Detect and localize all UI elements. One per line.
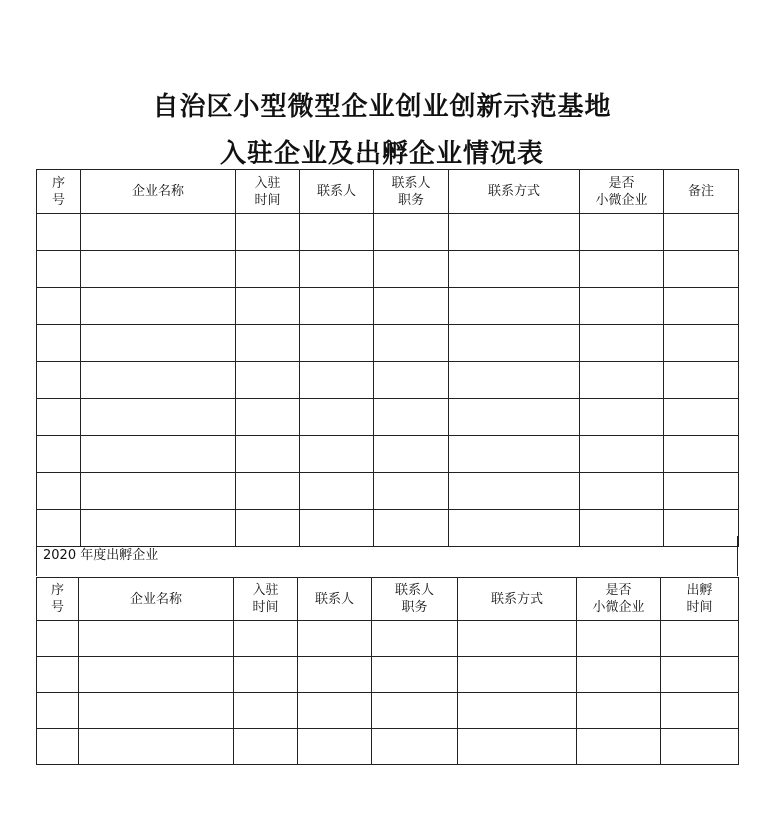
table-row [37,729,739,765]
table-cell[interactable] [37,693,79,729]
header-contact-person: 联系人 [298,578,372,621]
table-cell[interactable] [374,325,449,362]
table-cell[interactable] [661,693,739,729]
header-company-name: 企业名称 [79,578,234,621]
table-cell[interactable] [580,214,664,251]
header-company-name: 企业名称 [81,170,236,214]
table-cell[interactable] [664,325,739,362]
table-cell[interactable] [580,288,664,325]
table-row [37,621,739,657]
table-cell[interactable] [236,399,300,436]
header-remarks: 备注 [664,170,739,214]
exited-enterprises-table [36,577,739,765]
table-cell[interactable] [37,214,81,251]
table-cell[interactable] [81,399,236,436]
table-cell[interactable] [664,473,739,510]
table-cell[interactable] [234,657,298,693]
table-cell[interactable] [298,729,372,765]
table-row [37,251,739,288]
table-cell[interactable] [372,729,458,765]
table-cell[interactable] [374,362,449,399]
table-cell[interactable] [234,729,298,765]
table-cell[interactable] [580,251,664,288]
table-cell[interactable] [37,251,81,288]
table-cell[interactable] [374,288,449,325]
table-cell[interactable] [577,729,661,765]
table-cell[interactable] [37,621,79,657]
table-cell[interactable] [37,325,81,362]
table-cell[interactable] [79,729,234,765]
table-cell[interactable] [236,251,300,288]
table-cell[interactable] [300,288,374,325]
table-cell[interactable] [234,621,298,657]
table-cell[interactable] [372,657,458,693]
header-entry-time: 入驻 时间 [234,578,298,621]
table-cell[interactable] [234,693,298,729]
table-cell[interactable] [81,214,236,251]
table-row [37,399,739,436]
table-cell[interactable] [449,288,580,325]
header-contact-position: 联系人 职务 [374,170,449,214]
table-row [37,693,739,729]
table-cell[interactable] [236,288,300,325]
table-cell[interactable] [458,621,577,657]
table-cell[interactable] [580,399,664,436]
table-cell[interactable] [236,325,300,362]
table-cell[interactable] [300,399,374,436]
table-cell[interactable] [300,436,374,473]
table-cell[interactable] [661,621,739,657]
table2-header-row [37,578,739,621]
header-contact-position: 联系人 职务 [372,578,458,621]
table-cell[interactable] [37,288,81,325]
table-row [37,288,739,325]
table-cell[interactable] [580,325,664,362]
table-row [37,657,739,693]
table-cell[interactable] [236,362,300,399]
table-cell[interactable] [300,325,374,362]
table-cell[interactable] [374,251,449,288]
header-entry-time: 入驻 时间 [236,170,300,214]
table-cell[interactable] [79,693,234,729]
table-cell[interactable] [374,399,449,436]
table-cell[interactable] [580,473,664,510]
table-cell[interactable] [298,693,372,729]
table-cell[interactable] [664,214,739,251]
header-serial-number: 序 号 [37,170,81,214]
table-cell[interactable] [81,288,236,325]
table-cell[interactable] [79,657,234,693]
table-cell[interactable] [37,473,81,510]
table-row [37,214,739,251]
table-cell[interactable] [449,436,580,473]
table-cell[interactable] [374,473,449,510]
table-cell[interactable] [37,436,81,473]
table-cell[interactable] [449,251,580,288]
table-cell[interactable] [577,693,661,729]
table-cell[interactable] [458,657,577,693]
header-serial-number: 序 号 [37,578,79,621]
header-exit-time: 出孵 时间 [661,578,739,621]
header-contact-info: 联系方式 [449,170,580,214]
table-cell[interactable] [372,621,458,657]
table-cell[interactable] [300,251,374,288]
table-cell[interactable] [577,657,661,693]
table-row [37,436,739,473]
header-is-small-micro: 是否 小微企业 [577,578,661,621]
document-title-line1: 自治区小型微型企业创业创新示范基地 [152,92,612,122]
table-cell[interactable] [372,693,458,729]
table-cell[interactable] [661,729,739,765]
incubation-exit-section-title: 2020 年度出孵企业 [36,536,738,576]
table-cell[interactable] [236,214,300,251]
table-cell[interactable] [664,362,739,399]
table-row [37,362,739,399]
table-cell[interactable] [664,399,739,436]
table-cell[interactable] [300,214,374,251]
table-row [37,473,739,510]
table-cell[interactable] [81,473,236,510]
table-cell[interactable] [664,436,739,473]
table-cell[interactable] [81,436,236,473]
table-cell[interactable] [664,288,739,325]
table-cell[interactable] [300,362,374,399]
table-row [37,325,739,362]
table-cell[interactable] [298,657,372,693]
table-cell[interactable] [81,325,236,362]
table-cell[interactable] [37,362,81,399]
header-contact-person: 联系人 [300,170,374,214]
table-cell[interactable] [449,473,580,510]
table-cell[interactable] [580,362,664,399]
table-cell[interactable] [374,214,449,251]
table-cell[interactable] [300,473,374,510]
table-cell[interactable] [664,251,739,288]
table-cell[interactable] [580,436,664,473]
table-cell[interactable] [81,362,236,399]
header-is-small-micro: 是否 小微企业 [580,170,664,214]
header-contact-info: 联系方式 [458,578,577,621]
table-cell[interactable] [449,214,580,251]
table-cell[interactable] [374,436,449,473]
table-cell[interactable] [577,621,661,657]
resident-enterprises-table [36,169,739,547]
table-cell[interactable] [81,251,236,288]
table-cell[interactable] [79,621,234,657]
table-cell[interactable] [37,399,81,436]
document-title-line2: 入驻企业及出孵企业情况表 [219,139,544,169]
table-cell[interactable] [458,693,577,729]
table-cell[interactable] [37,729,79,765]
table-cell[interactable] [236,436,300,473]
table-cell[interactable] [298,621,372,657]
table-cell[interactable] [449,325,580,362]
table-cell[interactable] [449,362,580,399]
table1-header-row [37,170,739,214]
table-cell[interactable] [37,657,79,693]
table-cell[interactable] [661,657,739,693]
table-cell[interactable] [458,729,577,765]
table-cell[interactable] [236,473,300,510]
table-cell[interactable] [449,399,580,436]
